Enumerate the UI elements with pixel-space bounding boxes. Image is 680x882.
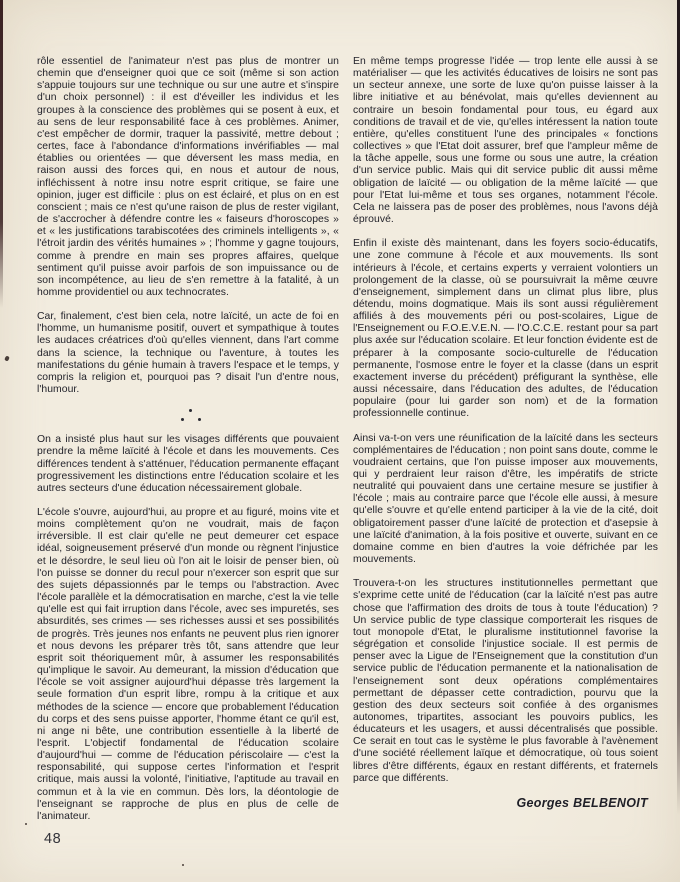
paragraph: rôle essentiel de l'animateur n'est pas plus de montrer un chemin que d'enseigner quoi que ce soit (même si son action s'appuie toujours sur une technique ou sur une autre et s'inspire d'un choix personnel) : il est d'éveiller les individus et les groupes à la conscience des problèmes qui se posent à eux, et au sens de leur responsabilité face à ces problèmes. Animer, c'est empêcher de dormir, traquer la passivité, mettre debout ; certes, face à l'abondance d'informations invérifiables — mal établies ou orientées — que déversent les mass media, en raison aussi des forces qui, en nous et autour de nous, infléchissent à notre insu notre esprit critique, se faire une opinion, juger est difficile : plus on est éclairé, et plus on en est conscient ; mais ce n'est qu'une raison de plus de rester vigilant, de s'accrocher à défendre contre les « faiseurs d'horoscopes » et « les justifications tarabiscotées des criminels intelligents », « l'étroit jardin des vérités humaines » ; l'homme y gagne toujours, comme à prendre en main ses propres affaires, quelque sentiment qu'il puisse avoir parfois de son impuissance ou de son incompétence, au lieu de s'en remettre à la fatalité, à un homme providentiel ou aux technocrates.	[37, 56, 339, 298]
left-column	[37, 56, 339, 823]
separator-dot	[181, 418, 184, 421]
asterism-separator-icon	[37, 408, 339, 424]
paragraph: On a insisté plus haut sur les visages différents que pouvaient prendre la même laïcité à l'école et dans les mouvements. Ces différences tendent à s'atténuer, l'éducation permanente effaçant progressivement les distinctions entre l'éducation scolaire et les autres secteurs d'une éducation nécessairement globale.	[37, 434, 339, 494]
paragraph: L'école s'ouvre, aujourd'hui, au propre et au figuré, moins vite et moins complètement qu'on ne voudrait, mais de façon irréversible. Il est clair qu'elle ne peut demeurer cet espace idéal, soigneusement préservé d'un monde ou règnent l'injustice et le désordre, le seul lieu où l'on ait le loisir de penser bien, où l'on puisse se donner du recul pour n'exercer son esprit que sur des sujets dépassionnés par le temps ou l'abstraction. Avec l'école parallèle et la démocratisation en marche, c'est la vie telle qu'elle est qui fait irruption dans l'école, avec ses impuretés, ses absurdités, ses crimes — ses richesses aussi et ses possibilités de progrès. Très jeunes nos enfants ne peuvent plus rien ignorer et nous devons les préparer très tôt, sans attendre que leur esprit soit théoriquement mûr, à assumer les responsabilités qu'implique le savoir. Au demeurant, la mission d'éducation que l'école se voit assigner aujourd'hui dépasse très largement la seule formation d'un esprit libre, rompu à la critique et aux méthodes de la science — encore que probablement l'éducation du corps et des sens puisse apporter, l'homme étant ce qu'il est, ni ange ni bête, une contribution essentielle à la liberté de l'esprit. L'objectif fondamental de l'éducation scolaire d'aujourd'hui — comme de l'éducation périscolaire — c'est la responsabilité, qui suppose certes l'information et l'esprit critique, mais aussi la volonté, l'initiative, l'aptitude au travail en commun et à la vie en commun. Dès lors, la déontologie de l'enseignant se rapproche de plus en plus de celle de l'animateur.	[37, 507, 339, 822]
scan-speck	[25, 823, 27, 825]
scan-speck	[182, 864, 184, 866]
paragraph: En même temps progresse l'idée — trop lente elle aussi à se matérialiser — que les activités éducatives de loisirs ne sont pas un secteur annexe, une sorte de luxe qu'on puisse laisser à la libre initiative et au bénévolat, mais qu'elles deviennent au contraire un besoin fondamental pour tous, eu égard aux conditions de travail et de vie, qu'elles intéressent la nation toute entière, qu'elles constituent l'une des principales « fonctions collectives » que l'Etat doit assurer, bref que l'ampleur même de la tâche appelle, sous une forme ou sous une autre, la création d'un service public. Mais qui dit service public dit aussi même obligation de laïcité — ou obligation de la même laïcité — que pour l'Etat lui-même et tous ses organes, notamment l'école. Cela ne laissera pas de poser des problèmes, nous l'avons déjà éprouvé.	[353, 56, 658, 226]
scan-speck	[4, 355, 10, 361]
separator-dot	[198, 418, 201, 421]
author-signature: Georges BELBENOIT	[516, 795, 648, 810]
separator-dot	[189, 409, 192, 412]
paragraph: Ainsi va-t-on vers une réunification de la laïcité dans les secteurs complémentaires de l'éducation ; non point sans doute, comme le voudraient certains, que l'on puisse imposer aux mouvements, qui y perdraient leur raison d'être, les impératifs de stricte neutralité qui pouvaient dans une certaine mesure se justifier à l'école ; mais au contraire parce que l'école elle aussi, à mesure qu'elle s'ouvre et qu'elle entend participer à la vie de la cité, doit obligatoirement passer d'une laïcité de protection et d'asepsie à une laïcité d'animation, à la fois positive et ouverte, suivant en ce domaine comme en bien d'autres la voie défrichée par les mouvements.	[353, 432, 658, 566]
scan-edge-artifact-left	[0, 0, 3, 308]
right-column	[353, 56, 658, 823]
page-number: 48	[44, 831, 62, 847]
paragraph: Enfin il existe dès maintenant, dans les foyers socio-éducatifs, une zone commune à l'école et aux mouvements. Ils sont intérieurs à l'école, et certains experts y verraient volontiers un prolongement de la classe, où se poursuivrait la même œuvre d'enseignement, simplement dans un climat plus libre, plus détendu, moins dogmatique. Mais ils sont aussi régulièrement affiliés à des mouvements péri ou post-scolaires, Ligue de l'Enseignement ou F.O.E.V.E.N. — l'O.C.C.E. restant pour sa part plus axée sur l'éducation scolaire. Et leur fonction évidente est de préparer à la composante socio-culturelle de l'éducation permanente, l'osmose entre le foyer et la classe (dans un esprit exactement inverse du précédent) préfigurant la synthèse, elle aussi nécessaire, dans l'éducation des adultes, de l'éducation populaire (pour lui garder son nom) et de la formation professionnelle continue.	[353, 238, 658, 420]
paragraph: Car, finalement, c'est bien cela, notre laïcité, un acte de foi en l'homme, un humanisme positif, ouvert et sympathique à toutes les audaces créatrices d'où qu'elles viennent, dans l'art comme dans la science, la technique ou l'aventure, à toutes les manifestations du génie humain à travers l'espace et le temps, y compris la religion et, pourquoi pas ? disait l'un d'entre nous, l'humour.	[37, 311, 339, 396]
paragraph: Trouvera-t-on les structures institutionnelles permettant que s'exprime cette unité de l'éducation (car la laïcité n'est pas autre chose que l'affirmation des droits de tous à toute l'éducation) ? Un service public de type classique comporterait les risques de tout monopole d'Etat, le pluralisme institutionnel favorise la ségrégation et consolide l'injustice sociale. Il est permis de penser avec la Ligue de l'Enseignement que la constitution d'un service public de l'éducation permanente et la nationalisation de l'enseignement sont deux opérations complémentaires permettant de dépasser cette contradiction, pourvu que la gestion des deux secteurs soit confiée à des organismes autonomes, tripartites, associant les pouvoirs publics, les éducateurs et les usagers, et aussi décentralisés que possible. Ce serait en tout cas le système le plus favorable à l'avènement d'une société réellement laïque et démocratique, où tous soient libres d'être différents, égaux en restant différents, et fraternels parce que différents.	[353, 578, 658, 784]
two-column-text-area	[37, 56, 658, 823]
